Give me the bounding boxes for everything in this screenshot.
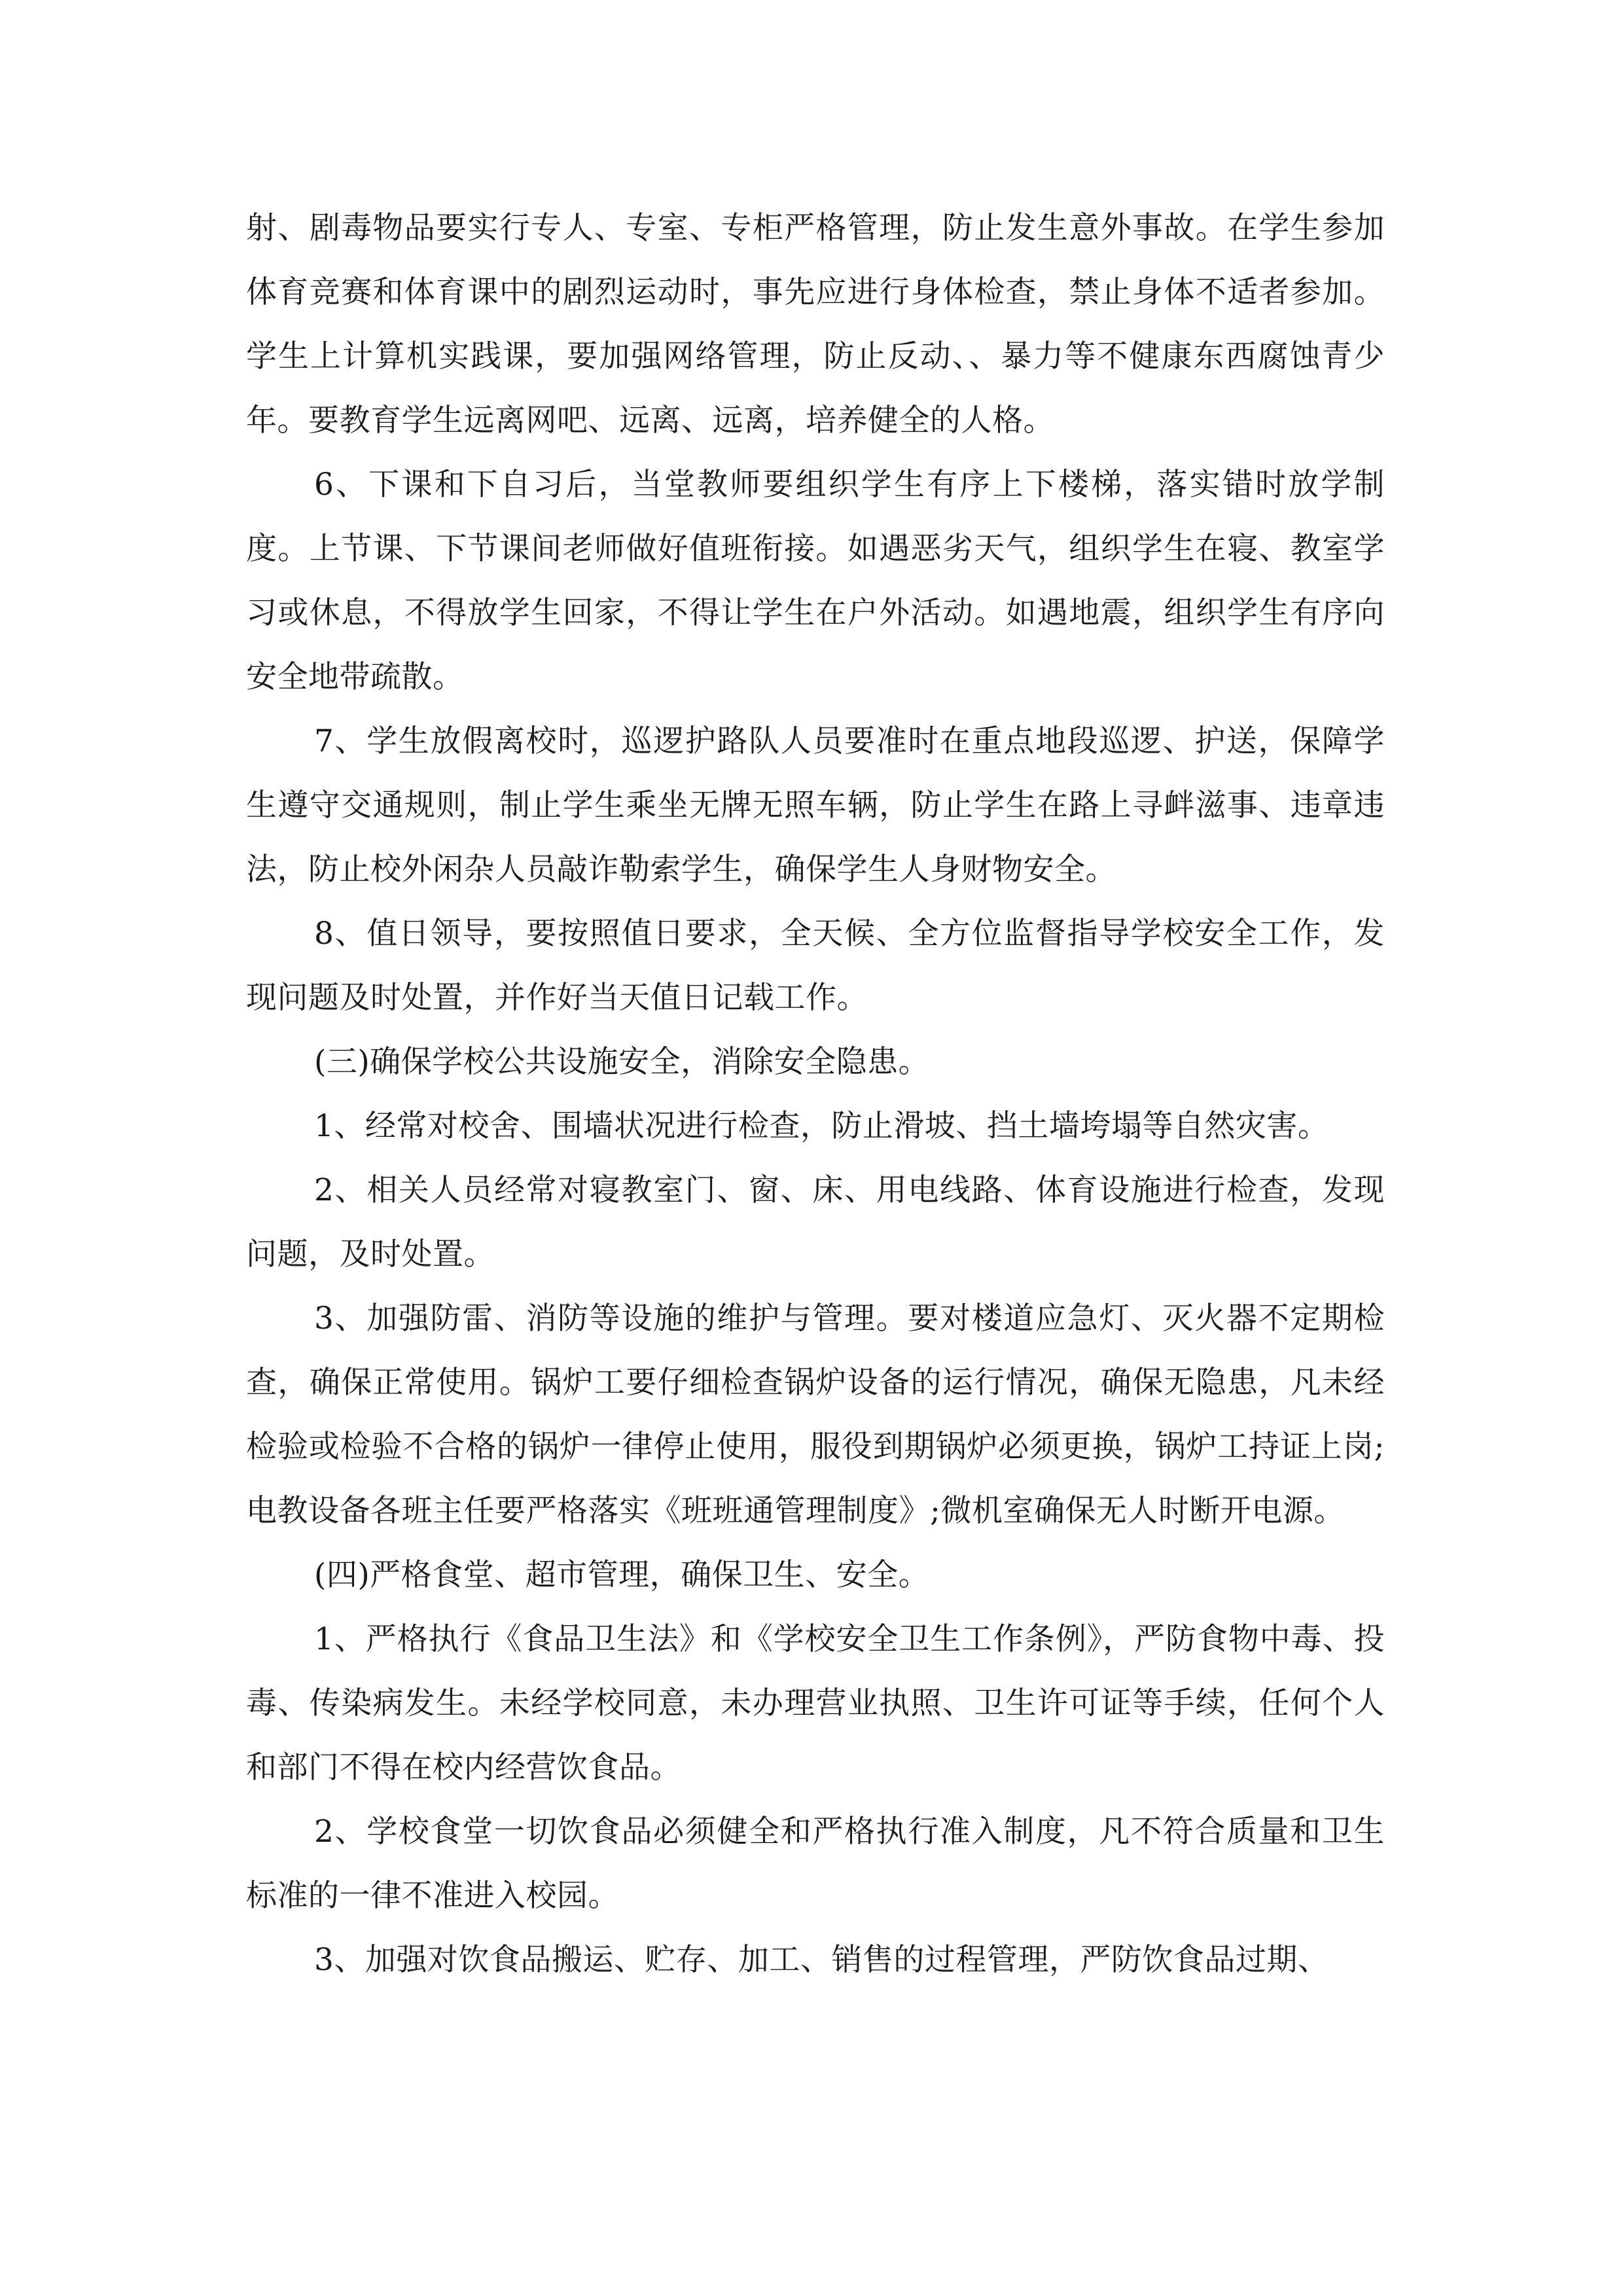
section-heading-4: (四)严格食堂、超市管理，确保卫生、安全。 [314, 1557, 930, 1593]
paragraph-s3-item-3: 3、加强防雷、消防等设施的维护与管理。要对楼道应急灯、灭火器不定期检查，确保正常使用。锅炉工要仔细检查锅炉设备的运行情况，确保无隐患，凡未经检验或检验不合格的锅炉一律停止使用，服役到期锅炉必须更换，锅炉工持证上岗;电教设备各班主任要严格落实《班班通管理制度》;微机室确保无人时断开电源。 [246, 1300, 1385, 1529]
paragraph-item-6: 6、下课和下自习后，当堂教师要组织学生有序上下楼梯，落实错时放学制度。上节课、下节课间老师做好值班衔接。如遇恶劣天气，组织学生在寝、教室学习或休息，不得放学生回家，不得让学生在户外活动。如遇地震，组织学生有序向安全地带疏散。 [246, 467, 1385, 695]
section-heading-3: (三)确保学校公共设施安全，消除安全隐患。 [314, 1044, 930, 1080]
document-body [246, 196, 1385, 1992]
paragraph-continuation: 射、剧毒物品要实行专人、专室、专柜严格管理，防止发生意外事故。在学生参加体育竞赛和体育课中的剧烈运动时，事先应进行身体检查，禁止身体不适者参加。学生上计算机实践课，要加强网络管理，防止反动、、暴力等不健康东西腐蚀青少年。要教育学生远离网吧、远离、远离，培养健全的人格。 [246, 210, 1385, 439]
paragraph-s4-item-2: 2、学校食堂一切饮食品必须健全和严格执行准入制度，凡不符合质量和卫生标准的一律不准进入校园。 [246, 1814, 1385, 1914]
paragraph-s3-item-1: 1、经常对校舍、围墙状况进行检查，防止滑坡、挡土墙垮塌等自然灾害。 [314, 1108, 1329, 1144]
paragraph-s3-item-2: 2、相关人员经常对寝教室门、窗、床、用电线路、体育设施进行检查，发现问题，及时处置。 [246, 1172, 1385, 1272]
paragraph-s4-item-3: 3、加强对饮食品搬运、贮存、加工、销售的过程管理，严防饮食品过期、 [314, 1942, 1329, 1978]
paragraph-item-7: 7、学生放假离校时，巡逻护路队人员要准时在重点地段巡逻、护送，保障学生遵守交通规则，制止学生乘坐无牌无照车辆，防止学生在路上寻衅滋事、违章违法，防止校外闲杂人员敲诈勒索学生，确保学生人身财物安全。 [246, 723, 1385, 888]
paragraph-s4-item-1: 1、严格执行《食品卫生法》和《学校安全卫生工作条例》，严防食物中毒、投毒、传染病发生。未经学校同意，未办理营业执照、卫生许可证等手续，任何个人和部门不得在校内经营饮食品。 [246, 1621, 1385, 1785]
paragraph-item-8: 8、值日领导，要按照值日要求，全天候、全方位监督指导学校安全工作，发现问题及时处置，并作好当天值日记载工作。 [246, 916, 1385, 1016]
